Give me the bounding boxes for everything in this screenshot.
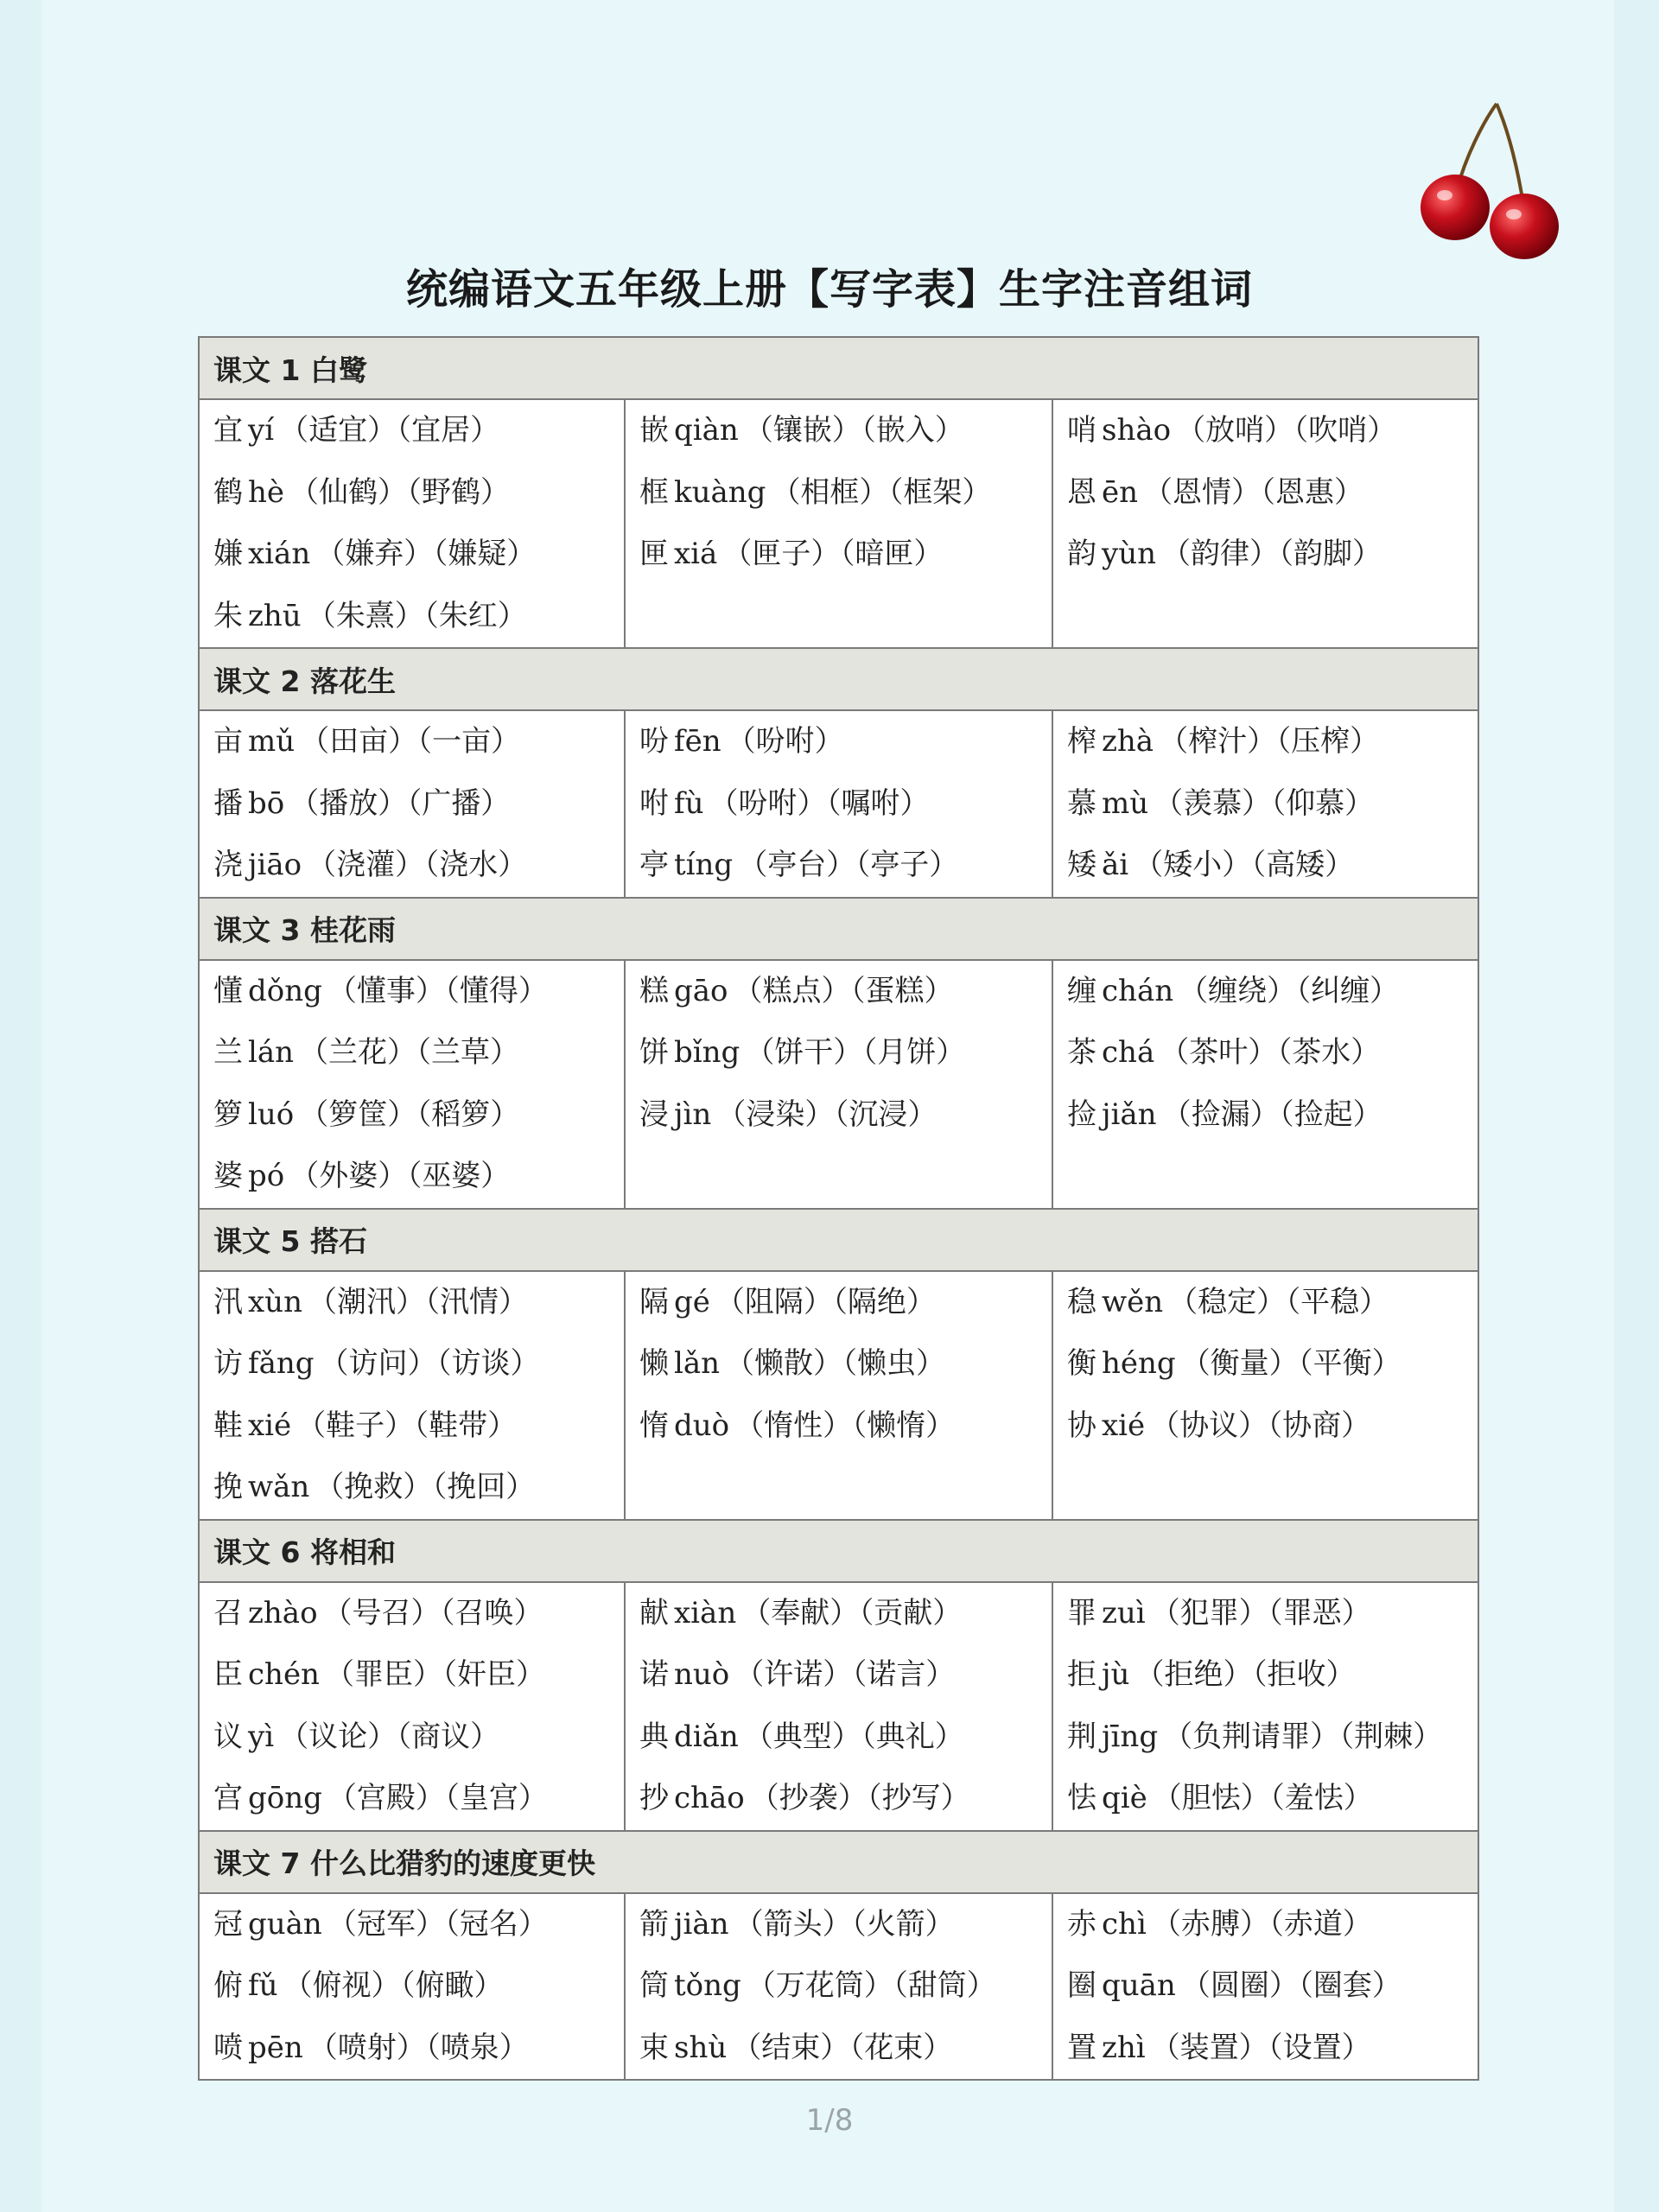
pinyin: ēn [1102,474,1139,510]
character: 箩 [213,1096,243,1132]
word-entry [213,462,610,524]
word-entry [213,1272,610,1334]
pinyin: wěn [1102,1284,1164,1319]
word-examples: （田亩）（一亩） [300,724,521,759]
word-entry [639,462,1038,524]
word-entry [1067,1707,1464,1769]
character: 罪 [1067,1595,1096,1630]
word-examples: （潮汛）（汛情） [307,1284,528,1319]
character: 匣 [639,537,669,571]
character: 浇 [213,848,243,882]
lesson-words-row [199,399,1478,648]
word-entry [1067,1768,1464,1830]
word-examples: （结束）（花束） [732,2030,953,2065]
lesson-header-row [199,337,1478,399]
word-examples: （榨汁）（压榨） [1159,724,1380,759]
word-examples: （许诺）（诺言） [734,1657,956,1692]
word-entry [1067,1272,1464,1334]
word-examples: （稳定）（平稳） [1168,1284,1389,1319]
word-entry [639,1022,1038,1084]
pinyin: yùn [1102,537,1157,571]
word-examples: （阻隔）（隔绝） [715,1284,936,1319]
word-examples: （仙鹤）（野鹤） [289,474,511,510]
word-column [199,1271,625,1520]
word-entry [1067,2018,1464,2080]
character: 韵 [1067,537,1096,571]
word-examples: （镶嵌）（嵌入） [743,413,964,448]
lesson-header-row [199,1831,1478,1893]
word-examples: （缠绕）（纠缠） [1179,973,1400,1008]
word-examples: （拒绝）（拒收） [1135,1657,1356,1692]
character: 懒 [639,1346,669,1381]
character: 议 [213,1719,243,1754]
pinyin: xián [248,537,311,571]
lesson-words-row [199,1582,1478,1831]
word-entry [213,1084,610,1147]
lesson-header-row [199,898,1478,960]
word-examples: （抄袭）（抄写） [749,1781,970,1815]
pinyin: zuì [1102,1595,1146,1630]
character: 抄 [639,1781,669,1815]
character: 缠 [1067,973,1096,1008]
word-entry [1067,524,1464,586]
character: 隔 [639,1284,669,1319]
word-examples: （嫌弃）（嫌疑） [315,537,537,571]
word-entry [639,400,1038,462]
word-examples: （糕点）（蛋糕） [733,973,954,1008]
word-examples: （播放）（广播） [289,785,511,821]
pinyin: fǎng [248,1346,315,1381]
word-entry [213,1768,610,1830]
word-entry [213,1457,610,1519]
word-column [1052,1271,1478,1520]
character: 框 [639,474,669,510]
word-entry [639,524,1038,586]
word-examples: （圆圈）（圈套） [1180,1968,1402,2003]
character: 嵌 [639,413,669,448]
lesson-title: 课文 5 搭石 [199,1209,1478,1271]
word-examples: （喷射）（喷泉） [308,2030,529,2065]
pinyin: gāo [674,973,728,1008]
word-entry [639,1333,1038,1395]
word-table [198,336,1479,2081]
word-entry [213,1583,610,1645]
pinyin: xùn [248,1284,302,1319]
character: 恩 [1067,474,1096,510]
lesson-title: 课文 2 落花生 [199,648,1478,710]
character: 召 [213,1595,243,1630]
pinyin: fǔ [248,1968,278,2003]
lesson-header-row [199,648,1478,710]
word-entry [639,1084,1038,1147]
pinyin: mù [1102,785,1149,821]
lesson-words-row [199,1271,1478,1520]
word-examples: （挽救）（挽回） [315,1470,536,1504]
pinyin: héng [1102,1346,1176,1381]
lesson-words-row [199,710,1478,898]
pinyin: chán [1102,973,1174,1008]
word-examples: （茶叶）（茶水） [1160,1035,1381,1070]
word-entry [639,1707,1038,1769]
word-entry [1067,1583,1464,1645]
pinyin: xié [248,1408,292,1443]
word-examples: （朱熹）（朱红） [306,598,527,633]
character: 荆 [1067,1719,1096,1754]
word-entry [639,961,1038,1023]
word-examples: （匣子）（暗匣） [722,537,944,571]
word-examples: （罪臣）（奸臣） [324,1657,545,1692]
character: 协 [1067,1408,1096,1443]
character: 稳 [1067,1284,1096,1319]
character: 鹤 [213,474,243,510]
character: 吩 [639,724,669,759]
character: 朱 [213,598,243,633]
word-column [199,1893,625,2081]
character: 衡 [1067,1346,1096,1381]
word-examples: （外婆）（巫婆） [289,1159,511,1193]
pinyin: jīng [1102,1719,1159,1754]
word-column [1052,1582,1478,1831]
word-column [1052,960,1478,1209]
word-examples: （羡慕）（仰慕） [1154,785,1375,821]
word-entry [1067,961,1464,1023]
character: 臣 [213,1657,243,1692]
word-entry [1067,1894,1464,1956]
word-entry [1067,1333,1464,1395]
word-examples: （鞋子）（鞋带） [296,1408,518,1443]
lesson-words-row [199,1893,1478,2081]
word-column [625,1893,1052,2081]
character: 冠 [213,1906,243,1942]
word-entry [213,2018,610,2080]
word-entry [213,773,610,836]
word-entry [1067,400,1464,462]
word-entry [1067,711,1464,773]
pinyin: diǎn [674,1719,739,1754]
word-examples: （惰性）（懒惰） [734,1408,956,1443]
character: 束 [639,2030,669,2065]
character: 赤 [1067,1906,1096,1942]
character: 筒 [639,1968,669,2003]
pinyin: pó [248,1159,285,1193]
word-entry [639,1768,1038,1830]
word-entry [213,1395,610,1458]
pinyin: guàn [248,1906,322,1942]
character: 鞋 [213,1408,243,1443]
word-column [199,710,625,898]
character: 糕 [639,973,669,1008]
pinyin: xiàn [674,1595,737,1630]
character: 汛 [213,1284,243,1319]
pinyin: nuò [674,1657,730,1692]
pinyin: qiè [1102,1781,1147,1815]
word-entry [213,1644,610,1707]
page-title: 统编语文五年级上册【写字表】生字注音组词 [405,265,1253,314]
word-entry [1067,835,1464,897]
character: 置 [1067,2030,1096,2065]
word-entry [213,1894,610,1956]
lesson-title: 课文 7 什么比猎豹的速度更快 [199,1831,1478,1893]
character: 捡 [1067,1096,1096,1132]
character: 嫌 [213,537,243,571]
character: 婆 [213,1159,243,1193]
word-entry [639,1644,1038,1707]
word-examples: （恩情）（恩惠） [1143,474,1364,510]
pinyin: xié [1102,1408,1146,1443]
word-examples: （浸染）（沉浸） [716,1096,938,1132]
character: 咐 [639,785,669,821]
word-entry [1067,1084,1464,1147]
character: 俯 [213,1968,243,2003]
character: 诺 [639,1657,669,1692]
pinyin: zhào [248,1595,318,1630]
character: 慕 [1067,785,1096,821]
pinyin: chén [248,1657,320,1692]
word-entry [213,1333,610,1395]
word-examples: （韵律）（韵脚） [1161,537,1382,571]
word-examples: （冠军）（冠名） [327,1906,548,1942]
character: 典 [639,1719,669,1754]
lesson-header-row [199,1520,1478,1582]
character: 惰 [639,1408,669,1443]
word-examples: （适宜）（宜居） [279,413,500,448]
word-entry [213,524,610,586]
word-examples: （吩咐）（嘱咐） [709,785,930,821]
word-entry [213,1707,610,1769]
word-examples: （议论）（商议） [279,1719,500,1754]
character: 矮 [1067,848,1096,882]
pinyin: dǒng [248,973,322,1008]
word-examples: （矮小）（高矮） [1134,848,1355,882]
character: 圈 [1067,1968,1096,2003]
pinyin: jù [1102,1657,1130,1692]
character: 宫 [213,1781,243,1815]
pinyin: fēn [674,724,721,759]
pinyin: shù [674,2030,728,2065]
pinyin: yí [248,413,275,448]
word-entry [1067,1395,1464,1458]
character: 懂 [213,973,243,1008]
pinyin: qiàn [674,413,739,448]
character: 榨 [1067,724,1096,759]
word-examples: （协议）（协商） [1150,1408,1371,1443]
pinyin: xiá [674,537,718,571]
pinyin: quān [1102,1968,1176,2003]
character: 亭 [639,848,669,882]
word-entry [639,1272,1038,1334]
word-column [199,399,625,648]
word-examples: （衡量）（平衡） [1180,1346,1402,1381]
character: 兰 [213,1035,243,1070]
word-column [625,399,1052,648]
character: 挽 [213,1470,243,1504]
word-examples: （兰花）（兰草） [299,1035,520,1070]
word-entry [213,586,610,648]
word-examples: （典型）（典礼） [743,1719,964,1754]
pinyin: jìn [674,1096,712,1132]
word-entry [213,1146,610,1208]
word-entry [213,961,610,1023]
word-examples: （相框）（框架） [771,474,992,510]
pinyin: tíng [674,848,734,882]
word-examples: （负荆请罪）（荆棘） [1163,1719,1443,1754]
pinyin: jiàn [674,1906,729,1942]
word-entry [1067,1955,1464,2018]
pinyin: zhà [1102,724,1154,759]
pinyin: lán [248,1035,295,1070]
word-examples: （宫殿）（皇宫） [327,1781,548,1815]
character: 访 [213,1346,243,1381]
lesson-words-row [199,960,1478,1209]
pinyin: mǔ [248,724,296,759]
lesson-title: 课文 1 白鹭 [199,337,1478,399]
word-examples: （箩筐）（稻箩） [299,1096,520,1132]
lesson-title: 课文 6 将相和 [199,1520,1478,1582]
word-column [1052,710,1478,898]
character: 喷 [213,2030,243,2065]
pinyin: lǎn [674,1346,721,1381]
pinyin: chāo [674,1781,745,1815]
pinyin: ǎi [1102,848,1129,882]
word-examples: （亭台）（亭子） [738,848,959,882]
character: 拒 [1067,1657,1096,1692]
word-entry [1067,462,1464,524]
cherry-icon [1414,97,1578,270]
word-examples: （号召）（召唤） [322,1595,543,1630]
word-examples: （胆怯）（羞怯） [1152,1781,1373,1815]
word-entry [213,1022,610,1084]
pinyin: wǎn [248,1470,310,1504]
word-entry [213,711,610,773]
word-examples: （万花筒）（甜筒） [746,1968,996,2003]
pinyin: kuàng [674,474,766,510]
pinyin: jiāo [248,848,302,882]
pinyin: pēn [248,2030,303,2065]
word-examples: （俯视）（俯瞰） [283,1968,504,2003]
word-examples: （捡漏）（捡起） [1161,1096,1382,1132]
lesson-title: 课文 3 桂花雨 [199,898,1478,960]
word-column [199,960,625,1209]
word-entry [639,2018,1038,2080]
pinyin: zhū [248,598,302,633]
pinyin: hè [248,474,285,510]
word-examples: （放哨）（吹哨） [1176,413,1397,448]
pinyin: gōng [248,1781,322,1815]
word-examples: （吩咐） [726,724,844,759]
word-entry [639,773,1038,836]
pinyin: chì [1102,1906,1147,1942]
character: 献 [639,1595,669,1630]
word-examples: （装置）（设置） [1150,2030,1371,2065]
word-column [625,1271,1052,1520]
character: 哨 [1067,413,1096,448]
word-column [625,960,1052,1209]
character: 亩 [213,724,243,759]
word-examples: （懒散）（懒虫） [725,1346,946,1381]
character: 饼 [639,1035,669,1070]
word-examples: （懂事）（懂得） [327,973,548,1008]
page-indicator: 1/8 [805,2103,854,2138]
word-examples: （犯罪）（罪恶） [1150,1595,1371,1630]
character: 播 [213,785,243,821]
word-examples: （访问）（访谈） [319,1346,540,1381]
character: 箭 [639,1906,669,1942]
word-entry [639,835,1038,897]
pinyin: fù [674,785,704,821]
character: 怯 [1067,1781,1096,1815]
pinyin: bō [248,785,285,821]
word-examples: （箭头）（火箭） [734,1906,955,1942]
pinyin: bǐng [674,1035,741,1070]
lesson-header-row [199,1209,1478,1271]
word-column [199,1582,625,1831]
word-entry [639,1894,1038,1956]
character: 浸 [639,1096,669,1132]
word-examples: （饼干）（月饼） [745,1035,966,1070]
word-column [1052,399,1478,648]
pinyin: duò [674,1408,730,1443]
word-column [625,710,1052,898]
character: 茶 [1067,1035,1096,1070]
character: 宜 [213,413,243,448]
word-column [625,1582,1052,1831]
word-examples: （奉献）（贡献） [741,1595,963,1630]
word-entry [213,400,610,462]
pinyin: shào [1102,413,1172,448]
word-entry [639,711,1038,773]
word-entry [1067,1644,1464,1707]
word-entry [213,835,610,897]
pinyin: zhì [1102,2030,1146,2065]
word-entry [1067,773,1464,836]
pinyin: jiǎn [1102,1096,1157,1132]
word-entry [1067,1022,1464,1084]
pinyin: luó [248,1096,295,1132]
word-entry [639,1395,1038,1458]
word-entry [639,1955,1038,2018]
pinyin: yì [248,1719,275,1754]
word-entry [639,1583,1038,1645]
pinyin: gé [674,1284,710,1319]
word-examples: （赤膊）（赤道） [1151,1906,1372,1942]
word-examples: （浇灌）（浇水） [307,848,528,882]
word-column [1052,1893,1478,2081]
pinyin: chá [1102,1035,1155,1070]
pinyin: tǒng [674,1968,741,2003]
word-entry [213,1955,610,2018]
